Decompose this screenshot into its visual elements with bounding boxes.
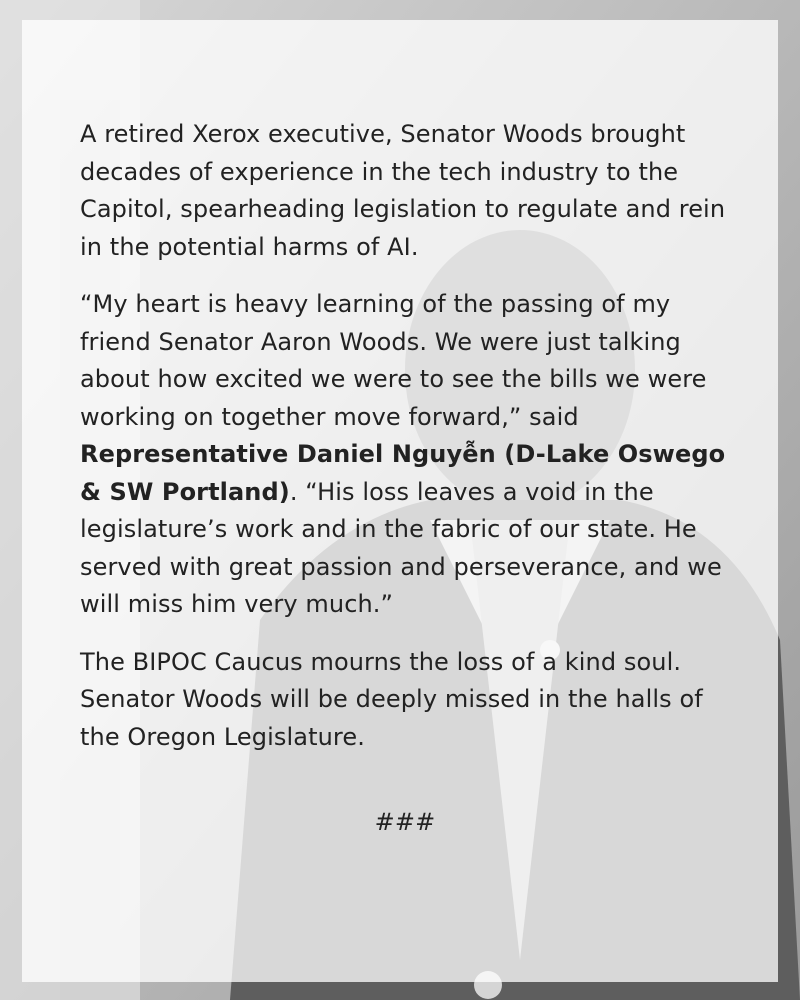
representative-name: Representative Daniel Nguyễn (D-Lake Oswego & SW Portland) bbox=[80, 440, 726, 506]
paragraph-intro: A retired Xerox executive, Senator Woods brought decades of experience in the tech industry to the Capitol, spearheading legislation to regulate and rein in the potential harms of AI. bbox=[80, 120, 726, 261]
paragraph-quote bbox=[80, 286, 730, 624]
quote-part-2: . “His loss leaves a void in the legislature’s work and in the fabric of our state. He served with great passion and perseverance, and we will miss him very much.” bbox=[80, 477, 722, 618]
paragraph-closing: The BIPOC Caucus mourns the loss of a kind soul. Senator Woods will be deeply missed in the halls of the Oregon Legislature. bbox=[80, 647, 703, 751]
end-mark: ### bbox=[374, 808, 436, 836]
quote-part-1: “My heart is heavy learning of the passing of my friend Senator Aaron Woods. We were just talking about how excited we were to see the bills we were working on together move forward,” said bbox=[80, 290, 707, 431]
article-body bbox=[80, 116, 730, 842]
